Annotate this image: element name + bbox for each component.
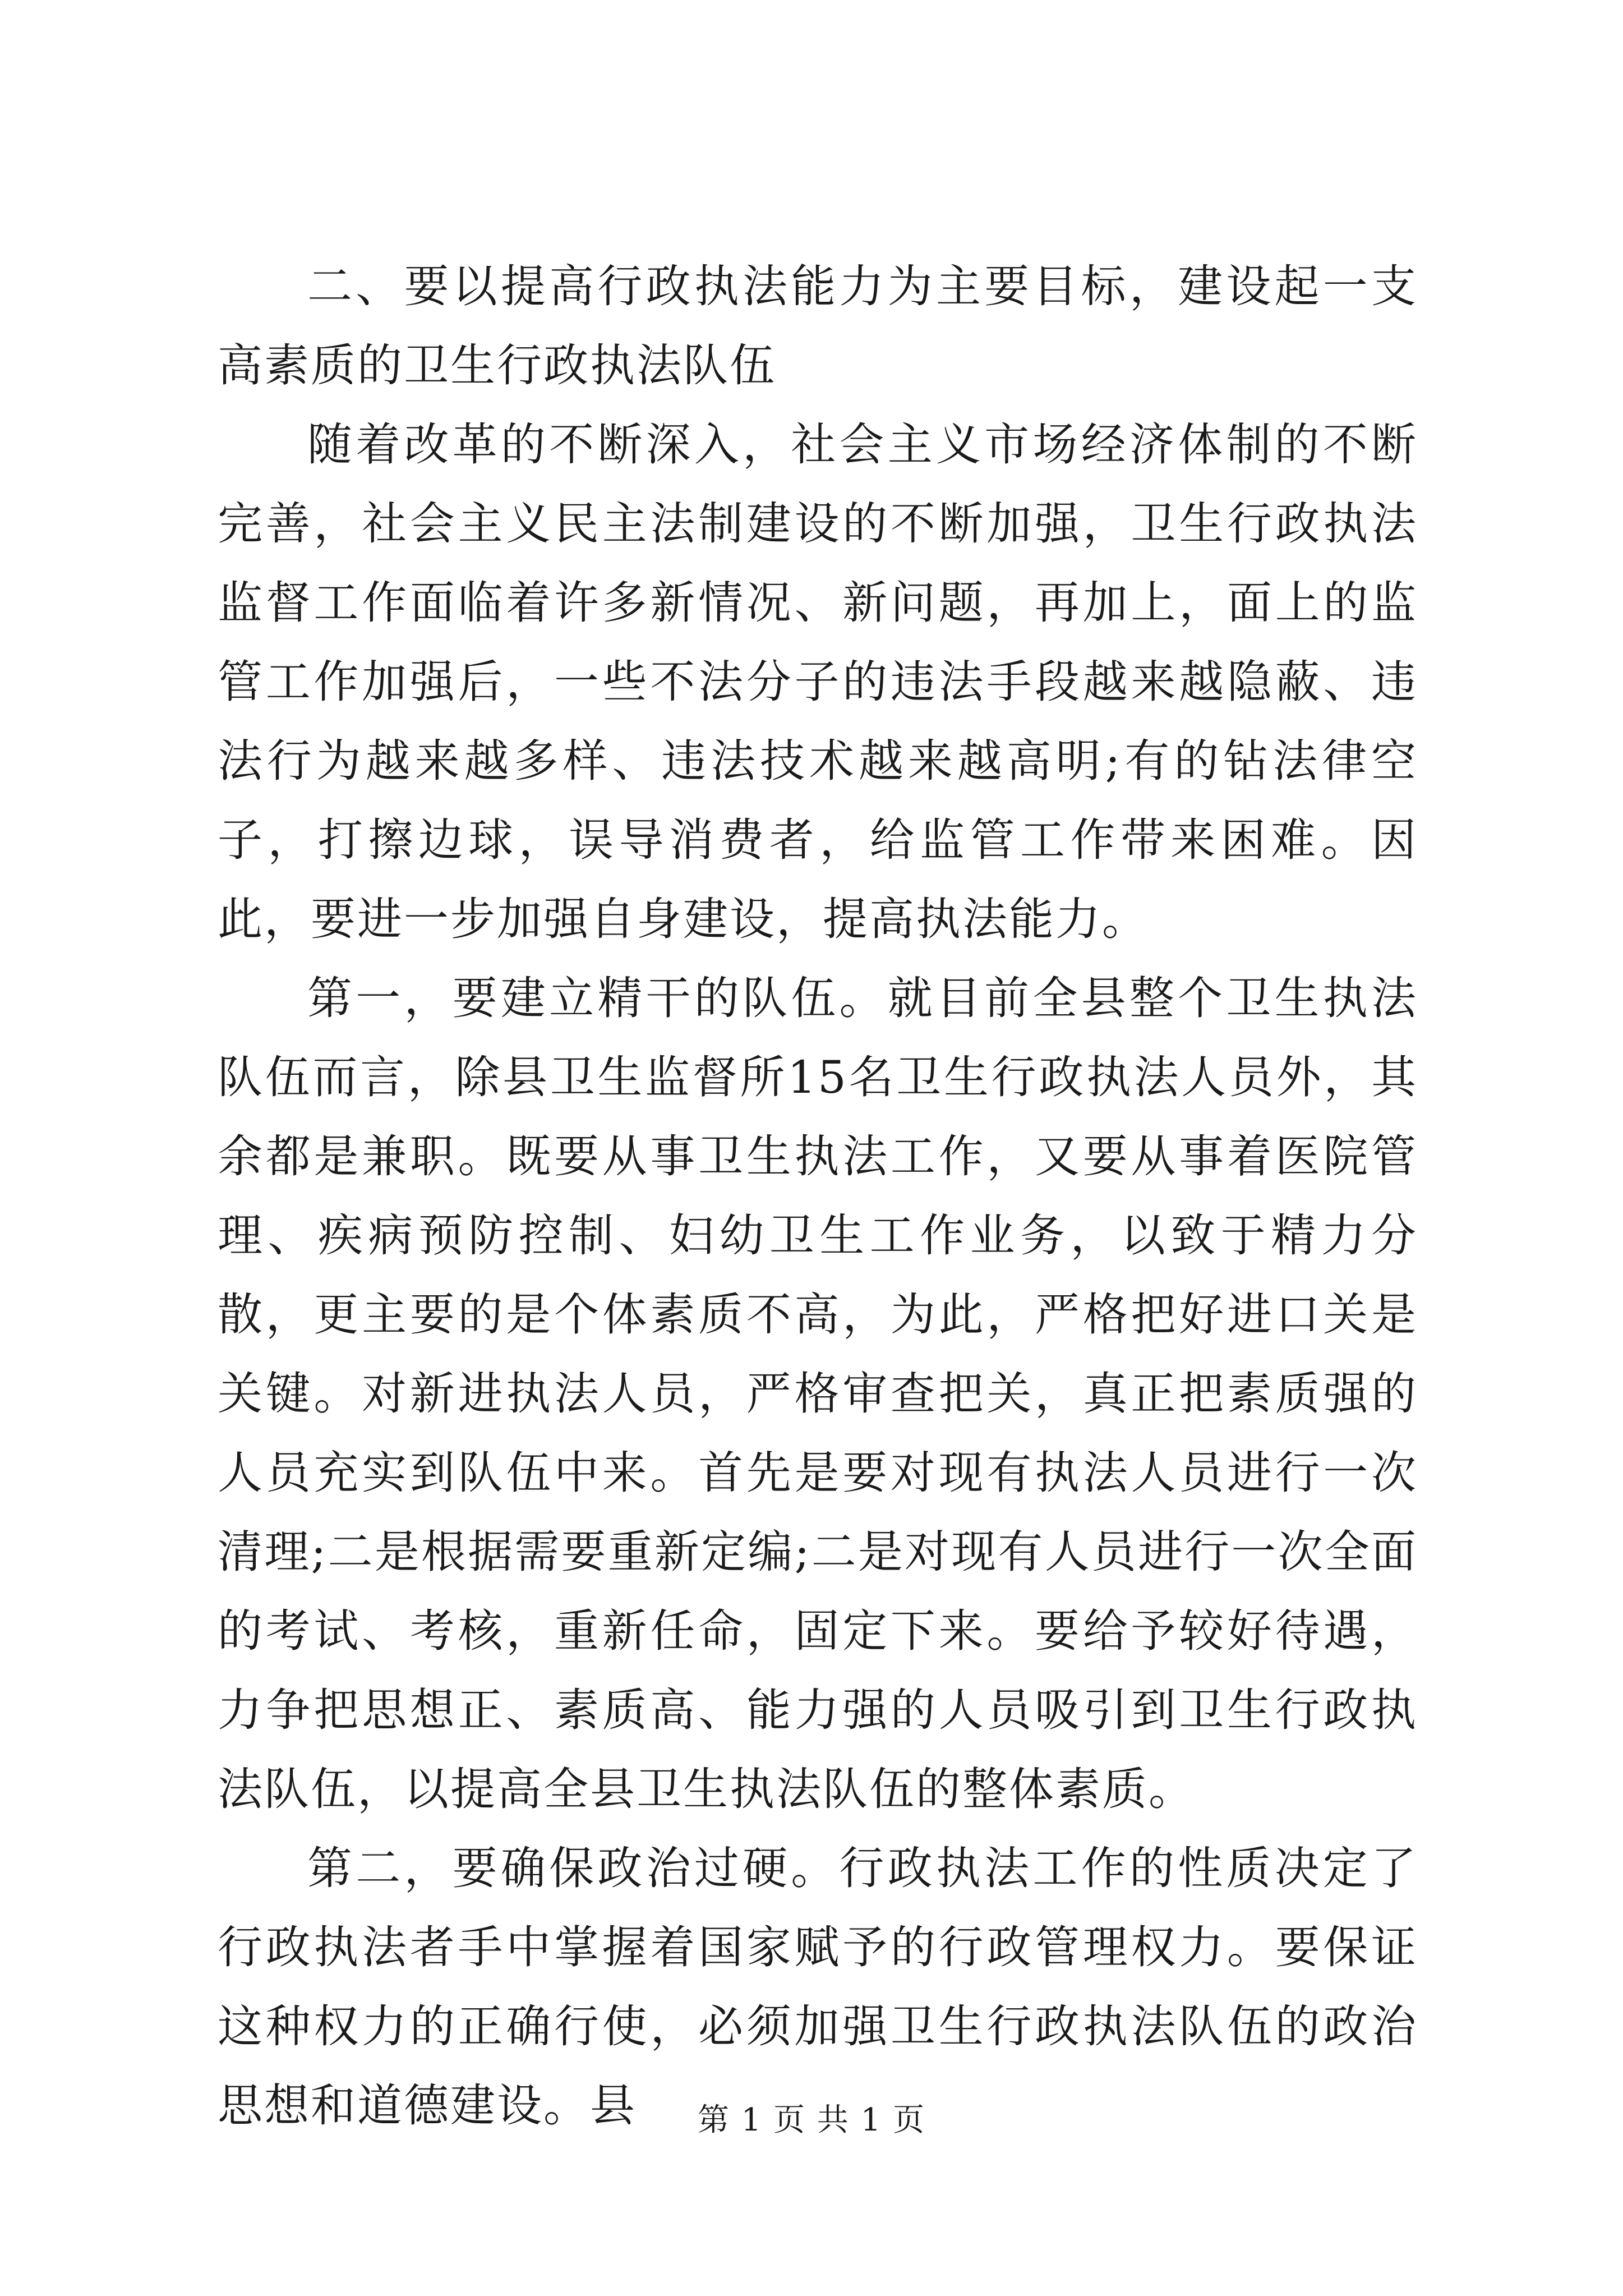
body-paragraph: 第一，要建立精干的队伍。就目前全县整个卫生执法队伍而言，除县卫生监督所15名卫生行政执法人员外，其余都是兼职。既要从事卫生执法工作，又要从事着医院管理、疾病预防控制、妇幼卫生工作业务，以致于精力分散，更主要的是个体素质不高，为此，严格把好进口关是关键。对新进执法人员，严格审查把关，真正把素质强的人员充实到队伍中来。首先是要对现有执法人员进行一次清理;二是根据需要重新定编;二是对现有人员进行一次全面的考试、考核，重新任命，固定下来。要给予较好待遇，力争把思想正、素质高、能力强的人员吸引到卫生行政执法队伍，以提高全县卫生执法队伍的整体素质。	[218, 972, 1418, 1815]
page-footer: 第 1 页 共 1 页	[697, 2102, 926, 2138]
document-body	[218, 247, 1418, 2145]
section-heading: 二、要以提高行政执法能力为主要目标，建设起一支高素质的卫生行政执法队伍	[218, 260, 1418, 392]
body-paragraph: 第二，要确保政治过硬。行政执法工作的性质决定了行政执法者手中掌握着国家赋予的行政管理权力。要保证这种权力的正确行使，必须加强卫生行政执法队伍的政治思想和道德建设。县	[218, 1842, 1418, 2132]
body-paragraph: 随着改革的不断深入，社会主义市场经济体制的不断完善，社会主义民主法制建设的不断加强，卫生行政执法监督工作面临着许多新情况、新问题，再加上，面上的监管工作加强后，一些不法分子的违法手段越来越隐蔽、违法行为越来越多样、违法技术越来越高明;有的钻法律空子，打擦边球，误导消费者，给监管工作带来困难。因此，要进一步加强自身建设，提高执法能力。	[218, 418, 1418, 945]
